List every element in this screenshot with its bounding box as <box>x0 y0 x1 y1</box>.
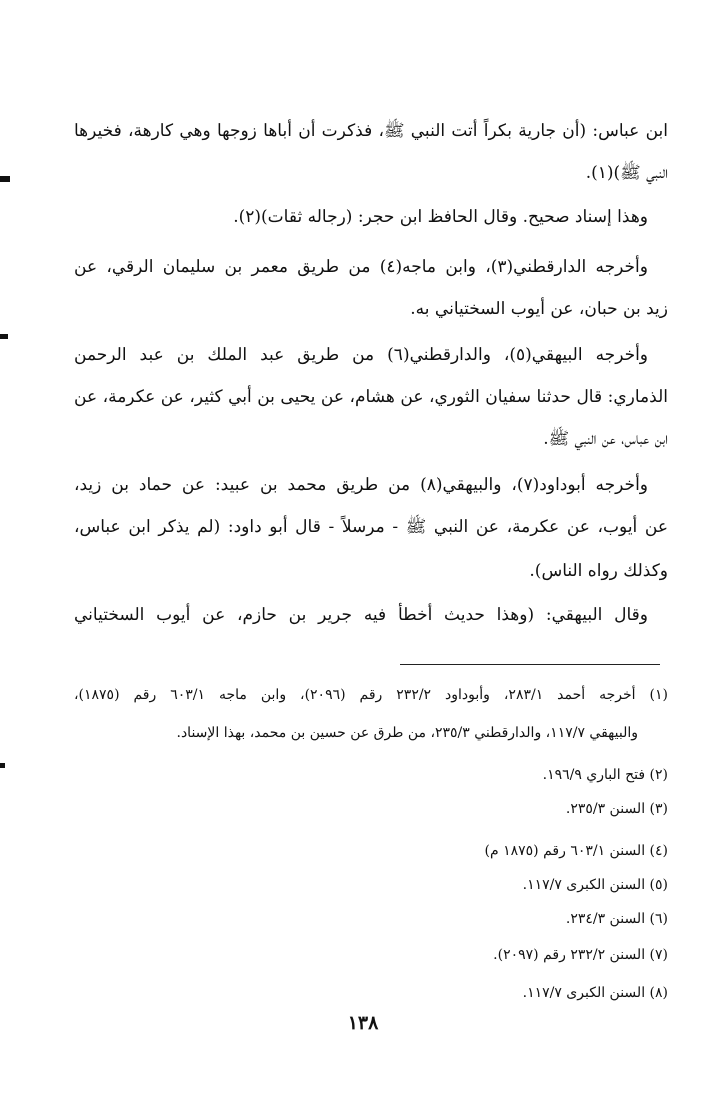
footnote-8: (٨) السنن الكبرى ١١٧/٧. <box>522 985 668 1001</box>
body-line-10: عن أيوب، عن عكرمة، عن النبي ﷺ - مرسلاً - قال أبو داود: (لم يذكر ابن عباس، <box>74 517 668 537</box>
footnote-2: (٢) فتح الباري ١٩٦/٩. <box>542 767 668 783</box>
footnote-1-continued: والبيهقي ١١٧/٧، والدارقطني ٢٣٥/٣، من طرق عن حسين بن محمد، بهذا الإسناد. <box>176 725 638 741</box>
scan-mark-top <box>0 176 10 182</box>
footnote-5: (٥) السنن الكبرى ١١٧/٧. <box>522 877 668 893</box>
footnote-7: (٧) السنن ٢٣٢/٢ رقم (٢٠٩٧). <box>493 947 668 963</box>
body-line-9: وأخرجه أبوداود(٧)، والبيهقي(٨) من طريق محمد بن عبيد: عن حماد بن زيد، <box>74 475 648 495</box>
body-line-8: ابن عباس، عن النبي ﷺ. <box>543 429 668 449</box>
body-line-5: زيد بن حبان، عن أيوب السختياني به. <box>410 299 668 319</box>
footnote-6: (٦) السنن ٢٣٤/٣. <box>565 911 668 927</box>
body-line-4: وأخرجه الدارقطني(٣)، وابن ماجه(٤) من طريق معمر بن سليمان الرقي، عن <box>74 257 648 277</box>
body-line-1: ابن عباس: (أن جارية بكراً أتت النبي ﷺ، فذكرت أن أباها زوجها وهي كارهة، فخيرها <box>74 121 668 141</box>
body-line-2: النبي ﷺ)(١). <box>585 163 668 183</box>
footnote-1: (١) أخرجه أحمد ٢٨٣/١، وأبوداود ٢٣٢/٢ رقم (٢٠٩٦)، وابن ماجه ٦٠٣/١ رقم (١٨٧٥)، <box>74 687 668 703</box>
body-line-11: وكذلك رواه الناس). <box>529 561 668 581</box>
footnote-3: (٣) السنن ٢٣٥/٣. <box>565 801 668 817</box>
body-line-3: وهذا إسناد صحيح. وقال الحافظ ابن حجر: (رجاله ثقات)(٢). <box>233 207 648 227</box>
footnote-4: (٤) السنن ٦٠٣/١ رقم (١٨٧٥ م) <box>484 843 668 859</box>
footnote-separator <box>400 664 660 665</box>
scan-mark-bottom <box>0 763 5 768</box>
body-line-12: وقال البيهقي: (وهذا حديث أخطأ فيه جرير بن حازم، عن أيوب السختياني <box>74 605 648 625</box>
body-line-7: الذماري: قال حدثنا سفيان الثوري، عن هشام، عن يحيى بن أبي كثير، عن عكرمة، عن <box>74 387 668 407</box>
body-line-6: وأخرجه البيهقي(٥)، والدارقطني(٦) من طريق عبد الملك بن عبد الرحمن <box>74 345 649 365</box>
page-number: ١٣٨ <box>347 1012 379 1034</box>
scan-mark-middle <box>0 334 8 339</box>
